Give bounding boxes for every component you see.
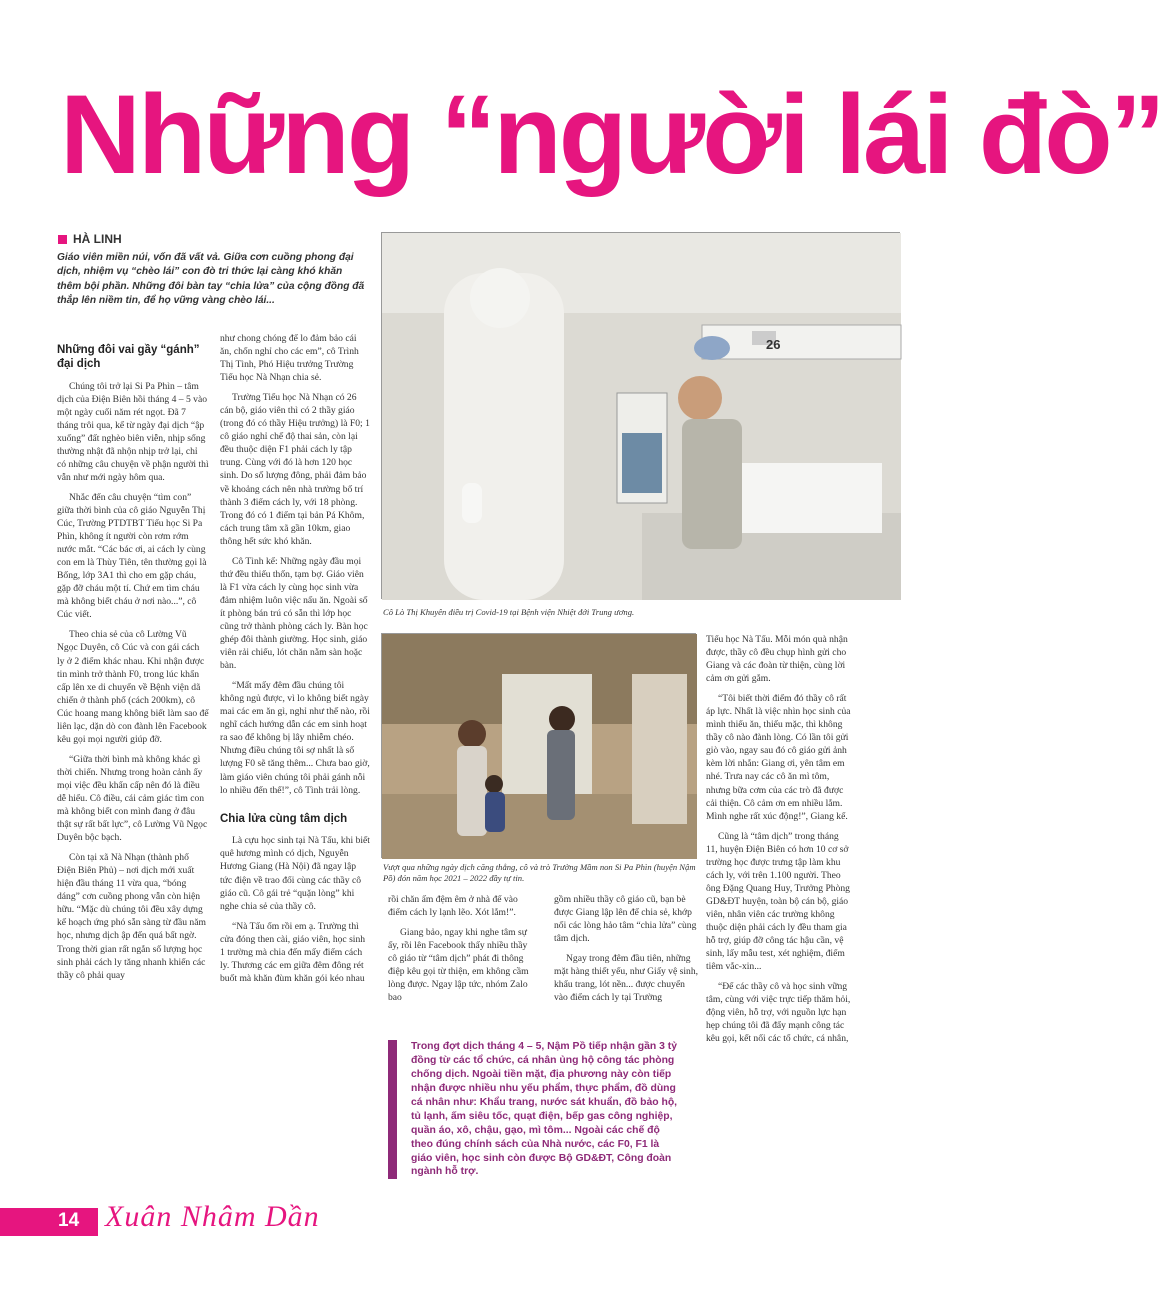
column-3	[388, 893, 538, 1011]
paragraph: Giang bảo, ngay khi nghe tâm sự ấy, rồi lên Facebook thấy nhiều thầy cô giáo từ “tâm dịch” phát đi thông điệp kêu gọi từ thiện, em không cầm lòng được. Ngay lập tức, nhóm Zalo bao	[388, 927, 529, 1004]
section-heading-1: Những đôi vai gầy “gánh” đại dịch	[57, 344, 200, 370]
column-5	[706, 633, 852, 1052]
section-heading-2: Chia lửa cùng tâm dịch	[220, 812, 348, 825]
photo-caption-2: Vượt qua những ngày dịch căng thẳng, cô và trò Trường Mầm non Si Pa Phìn (huyện Nậm Pồ) đón năm học 2021 – 2022 đầy tự tin.	[383, 862, 696, 884]
page-number: 14	[58, 1210, 80, 1231]
paragraph: “Tôi biết thời điểm đó thầy cô rất áp lực. Nhất là việc nhìn học sinh của mình thiếu ăn, thiếu mặc, thì không thầy cô nào đành lòng. Có lần tôi gửi giò vào, ngay sau đó cô giáo gửi ảnh kèm lời nhắn: Giang ơi, yên tâm em nhé. Trưa nay các cô ăn mì tôm, nhưng bữa cơm của các trò đã được cải thiện. Cô cảm ơn em nhiều lắm. Mình nghe rất xúc động!”, Giang kể.	[706, 693, 851, 822]
paragraph: “Mất mấy đêm đầu chúng tôi không ngủ được, vì lo không biết ngày mai các em ăn gì, nghỉ như thế nào, rồi nghĩ cách hướng dẫn các em sinh hoạt ra sao để không bị lây nhiễm chéo. Nhưng điều chúng tôi sợ nhất là số lượng F0 sẽ tăng thêm... Chưa bao giờ, làm giáo viên chúng tôi phải gánh nỗi lo nhiều đến thế!”, cô Tình trải lòng.	[220, 680, 370, 796]
paragraph: gồm nhiều thầy cô giáo cũ, bạn bè được Giang lập lên để chia sẻ, khớp nối các lòng hảo tâm “chia lửa” cùng tâm dịch.	[554, 894, 697, 945]
byline-marker-icon	[58, 235, 67, 244]
headline: Những “người lái đò”	[60, 72, 1163, 197]
hospital-photo	[381, 232, 900, 599]
pull-quote: Trong đợt dịch tháng 4 – 5, Nậm Pồ tiếp nhận gần 3 tỷ đồng từ các tổ chức, cá nhân ủng hộ công tác phòng chống dịch. Ngoài tiền mặt, địa phương này còn tiếp nhận được nhiều nhu yếu phẩm, thực phẩm, đồ dùng cá nhân như: Khẩu trang, nước sát khuẩn, đồ bảo hộ, tủ lạnh, ấm siêu tốc, quạt điện, bếp gas công nghiệp, quần áo, xô, chậu, gạo, mì tôm... Ngoài các chế độ theo đúng chính sách của Nhà nước, các F0, F1 là giáo viên, học sinh còn được Bộ GD&ĐT, Công đoàn ngành hỗ trợ.	[388, 1040, 678, 1179]
paragraph: Ngay trong đêm đầu tiên, những mặt hàng thiết yếu, như Giấy vệ sinh, khẩu trang, lót nền... được chuyển vào điểm cách ly tại Trường	[554, 953, 699, 1004]
classroom-photo	[381, 633, 696, 858]
byline	[58, 232, 122, 246]
paragraph: Theo chia sẻ của cô Lường Vũ Ngọc Duyên, cô Cúc và con gái cách ly ở 2 điểm khác nhau. Khi nhận được tin mình trở thành F0, trong lúc khẩn cấp lên xe di chuyển về Bệnh viện dã chiến ở thành phố (cách 200km), cô Cúc hoang mang không biết làm sao để liên lạc, dặn dò con đành lên Facebook kêu gọi mọi người giúp đỡ.	[57, 629, 209, 745]
paragraph: Là cựu học sinh tại Nà Tấu, khi biết quê hương mình có dịch, Nguyễn Hương Giang (Hà Nội) đã ngay lập tức điện về trao đổi cùng các thầy cô giáo cũ. Cô gái trẻ “quặn lòng” khi nghe chia sẻ của thầy cô.	[220, 835, 370, 912]
paragraph: “Giữa thời bình mà không khác gì thời chiến. Nhưng trong hoàn cảnh ấy mọi việc đều khẩn cấp nên đó là điều dễ hiểu. Cô điều, cái cảm giác tìm con mà không biết con mình đang ở đâu thật sự rất bất lực”, cô Lường Vũ Ngọc Duyên bộc bạch.	[57, 753, 208, 844]
footer-bar	[0, 1208, 98, 1236]
room-number: 26	[766, 337, 781, 352]
photo-caption-1: Cô Lò Thị Khuyên điều trị Covid-19 tại Bệnh viện Nhiệt đới Trung ương.	[383, 607, 635, 617]
column-4	[554, 893, 700, 1011]
paragraph: “Nà Tấu ốm rồi em ạ. Trường thì cửa đóng then cài, giáo viên, học sinh 1 trường mà chia đến mấy điểm cách ly. Thương các em giữa đêm đông rét buốt mà khăn đùm khăn gói kéo nhau	[220, 920, 366, 984]
column-1	[57, 340, 209, 989]
classroom-photo-illustration	[382, 634, 697, 859]
paragraph: Cũng là “tâm dịch” trong tháng 11, huyện Điện Biên có hơn 10 cơ sở trường học được trưng tập làm khu cách ly, với trên 1.100 người. Theo ông Đặng Quang Huy, Trưởng Phòng GD&ĐT huyện, toàn bộ cán bộ, giáo viên, nhân viên các trường không thuộc diện phải cách ly đều tham gia hỗ trợ, giúp đỡ công tác hậu cần, vệ sinh, lấy mẫu test, xét nghiệm, điểm tiêm vắc-xin...	[706, 830, 850, 973]
paragraph: Tiểu học Nà Tấu. Mỗi món quà nhận được, thầy cô đều chụp hình gửi cho Giang và các đoàn từ thiện, cùng lời cảm ơn gửi gắm.	[706, 634, 848, 685]
issue-name: Xuân Nhâm Dần	[105, 1200, 320, 1233]
paragraph: Cô Tình kể: Những ngày đầu mọi thứ đều thiếu thốn, tạm bợ. Giáo viên là F1 vừa cách ly cùng học sinh vừa đảm nhiệm luôn việc nấu ăn. Ngoài số ít phòng bán trú có sẵn thì lớp học cũng trở thành phòng cách ly. Bàn học ghép đôi thành giường. Học sinh, giáo viên rải chiếu, lót chăn nằm sàn hoặc bàn.	[220, 555, 368, 672]
paragraph: rồi chăn ấm đệm êm ở nhà để vào điểm cách ly lạnh lẽo. Xót lắm!”.	[388, 894, 518, 919]
paragraph: Nhắc đến câu chuyện “tìm con” giữa thời bình của cô giáo Nguyễn Thị Cúc, Trường PTDTBT Tiểu học Si Pa Phìn, không ít người còn rơm rớm nước mắt. “Các bác ơi, ai cách ly cùng con em là Thùy Tiên, tên thường gọi là Bống, lớp 3A1 thì cho em gặp cháu, gặp đỡ cháu một tí. Chứ em tìm cháu mà không biết cháu ở nơi nào...”, cô Cúc viết.	[57, 491, 207, 621]
paragraph: Chúng tôi trở lại Si Pa Phìn – tâm dịch của Điện Biên hồi tháng 4 – 5 vào một ngày cuối năm rét ngọt. Đã 7 tháng trôi qua, kể từ ngày đại dịch “ập xuống” đất nghèo biên viễn, nhịp sống thường nhật đã nhộn nhịp trở lại, chỉ có những câu chuyện về phận người thì vẫn như mới ngày hôm qua.	[57, 380, 209, 483]
column-2	[220, 332, 370, 992]
byline-author: HÀ LINH	[73, 232, 122, 246]
lead-paragraph: Giáo viên miền núi, vốn đã vất vả. Giữa cơn cuồng phong đại dịch, nhiệm vụ “chèo lái” con đò tri thức lại càng khó khăn thêm bội phần. Những đôi bàn tay “chia lửa” của cộng đồng đã thắp lên niềm tin, để họ vững vàng chèo lái...	[57, 252, 365, 307]
paragraph: Trường Tiểu học Nà Nhạn có 26 cán bộ, giáo viên thì có 2 thầy giáo (trong đó có thầy Hiệu trưởng) là F0; 1 cô giáo nghỉ chế độ thai sản, còn lại đều thuộc diện F1 phải cách ly tập trung. Cùng với đó là hơn 120 học sinh. Do số lượng đông, phải đảm bảo về khoảng cách nên nhà trường bố trí thành 3 điểm cách ly, với 18 phòng. Trong đó có 1 điểm tại bản Pá Khôm, cách trung tâm xã gần 10km, giao thông hết sức khó khăn.	[220, 392, 370, 547]
paragraph: như chong chóng để lo đảm bảo cái ăn, chốn nghỉ cho các em”, cô Trình Thị Tình, Phó Hiệu trưởng Trường Tiểu học Nà Nhạn chia sẻ.	[220, 333, 359, 384]
paragraph: “Để các thầy cô và học sinh vững tâm, cùng với việc trực tiếp thăm hỏi, động viên, hỗ trợ, với nguồn lực hạn hẹp chúng tôi đã đẩy mạnh công tác kêu gọi, kết nối các tổ chức, cá nhân,	[706, 981, 851, 1045]
paragraph: Còn tại xã Nà Nhạn (thành phố Điện Biên Phủ) – nơi dịch mới xuất hiện đầu tháng 11 vừa qua, “bóng dáng” cơn cuồng phong vẫn còn hiện hữu. “Mặc dù chúng tôi đều xây dựng kế hoạch ứng phó sẵn sàng từ đầu năm học, nhưng dịch ập đến quá bất ngờ. Trong thời gian rất ngắn số lượng học sinh phải cách ly tăng nhanh khiến các thầy cô phải quay	[57, 852, 206, 981]
hospital-photo-illustration	[382, 233, 901, 600]
